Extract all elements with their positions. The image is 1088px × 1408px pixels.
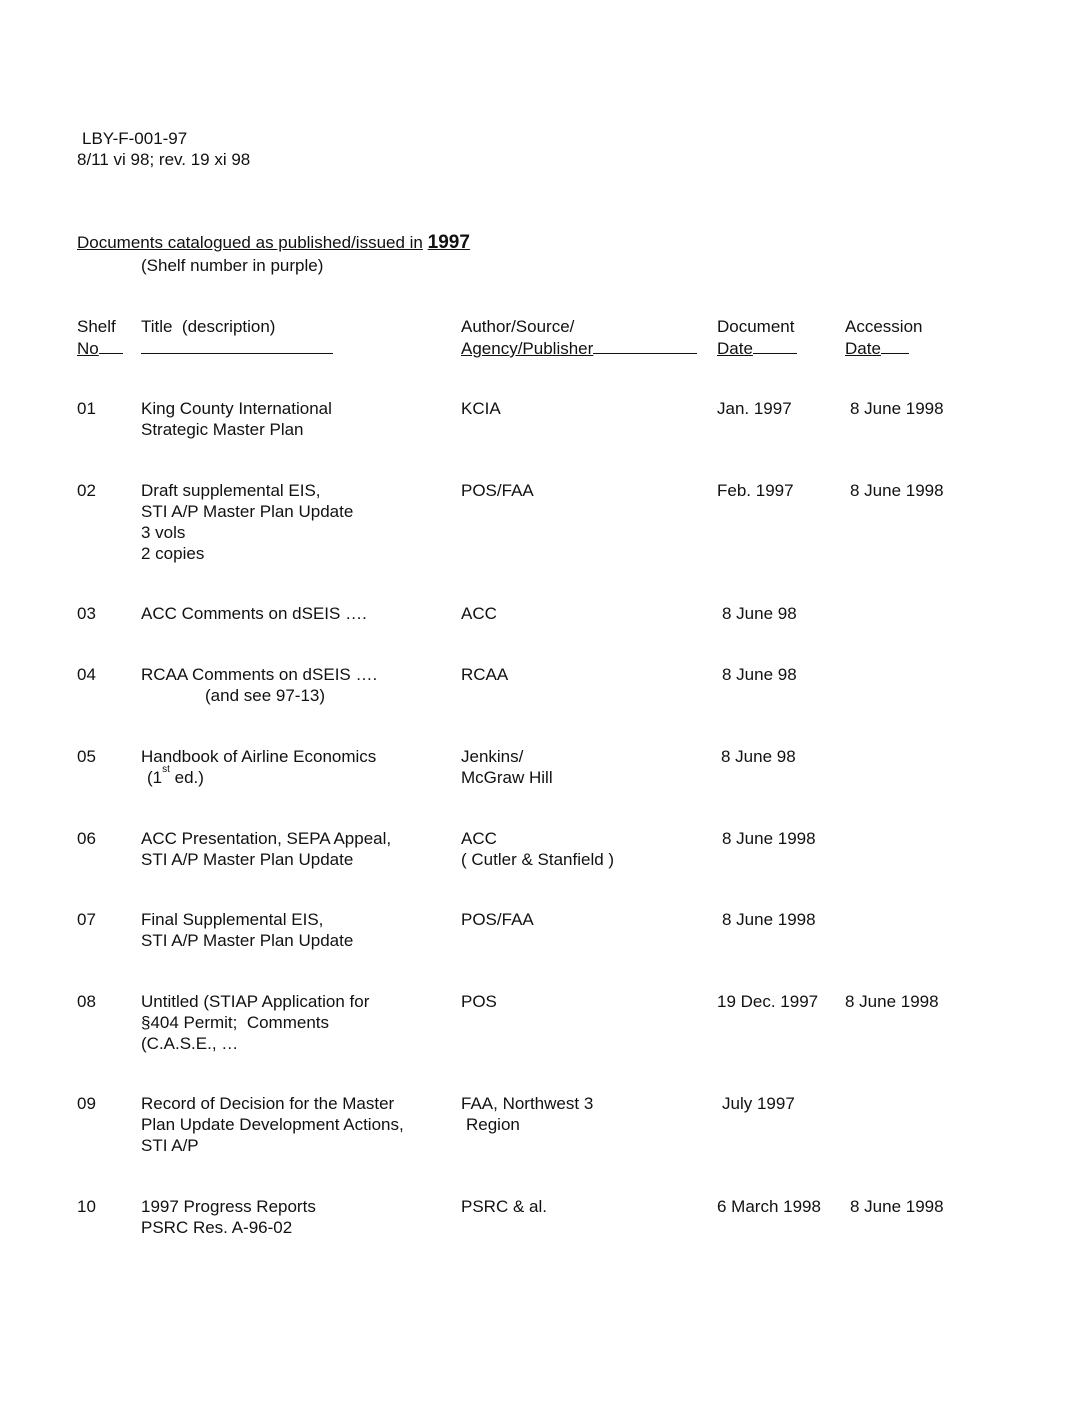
table-row-shelf: 08: [77, 992, 96, 1011]
page-heading: [77, 232, 470, 253]
table-row-shelf: 02: [77, 481, 96, 500]
table-row-author: POS/FAA: [461, 481, 534, 500]
table-row-document-date: 8 June 98: [722, 665, 797, 684]
table-row-shelf: 07: [77, 910, 96, 929]
table-row-document-date: 19 Dec. 1997: [717, 992, 819, 1011]
table-row-document-date: 8 June 98: [722, 604, 797, 623]
table-row-author: POS/FAA: [461, 910, 534, 929]
table-row-author: ACC ( Cutler & Stanfield ): [461, 829, 615, 869]
table-row-document-date: July 1997: [722, 1094, 795, 1113]
table-row-author: POS: [461, 992, 497, 1011]
table-row-title: 1997 Progress Reports PSRC Res. A-96-02: [141, 1197, 316, 1237]
table-row-title: Record of Decision for the Master Plan Update Development Actions, STI A/P: [141, 1094, 404, 1155]
table-row-author: PSRC & al.: [461, 1197, 547, 1216]
table-row-shelf: 05: [77, 747, 96, 766]
table-row-author: RCAA: [461, 665, 509, 684]
table-row-title: ACC Comments on dSEIS ….: [141, 604, 367, 623]
table-row-accession-date: 8 June 1998: [850, 1197, 944, 1216]
col-header-document-date: Document Date: [717, 316, 797, 359]
table-row-title: ACC Presentation, SEPA Appeal, STI A/P Master Plan Update: [141, 829, 392, 869]
table-row-title: Handbook of Airline Economics (1st ed.): [141, 747, 377, 787]
table-row-author: KCIA: [461, 399, 501, 418]
table-row-document-date: Feb. 1997: [717, 481, 794, 500]
table-row-title: Draft supplemental EIS, STI A/P Master Plan Update 3 vols 2 copies: [141, 481, 354, 563]
table-row-title: Final Supplemental EIS, STI A/P Master Plan Update: [141, 910, 354, 950]
table-row-document-date: 8 June 1998: [722, 829, 816, 848]
col-header-accession-date: Accession Date: [845, 317, 923, 358]
heading-year: 1997: [427, 232, 470, 253]
table-row-shelf: 06: [77, 829, 96, 848]
table-row-accession-date: 8 June 1998: [850, 481, 944, 500]
table-row-document-date: Jan. 1997: [717, 399, 792, 418]
heading-prefix: Documents catalogued as published/issued in: [77, 233, 423, 252]
table-row-author: ACC: [461, 604, 497, 623]
col-header-author: Author/Source/ Agency/Publisher: [461, 316, 697, 359]
table-row-author: FAA, Northwest 3 Region: [461, 1094, 594, 1134]
table-row-title: King County International Strategic Master Plan: [141, 399, 332, 439]
table-row-shelf: 09: [77, 1094, 96, 1113]
document-id: LBY-F-001-97: [82, 129, 188, 148]
table-row-title: RCAA Comments on dSEIS …. (and see 97-13): [141, 665, 378, 705]
table-row-shelf: 04: [77, 665, 96, 684]
shelf-note: (Shelf number in purple): [141, 256, 324, 275]
table-row-document-date: 8 June 98: [721, 747, 796, 766]
table-row-shelf: 03: [77, 604, 96, 623]
table-row-document-date: 8 June 1998: [722, 910, 816, 929]
revision-line: 8/11 vi 98; rev. 19 xi 98: [77, 150, 251, 169]
col-header-title: Title (description): [141, 316, 333, 359]
table-row-title: Untitled (STIAP Application for §404 Permit; Comments (C.A.S.E., …: [141, 992, 370, 1053]
table-row-accession-date: 8 June 1998: [845, 992, 939, 1011]
table-row-author: Jenkins/ McGraw Hill: [461, 747, 553, 787]
table-row-shelf: 10: [77, 1197, 96, 1216]
col-header-shelf: Shelf No: [77, 316, 123, 359]
table-row-accession-date: 8 June 1998: [850, 399, 944, 418]
table-row-shelf: 01: [77, 399, 96, 418]
table-row-document-date: 6 March 1998: [717, 1197, 821, 1216]
